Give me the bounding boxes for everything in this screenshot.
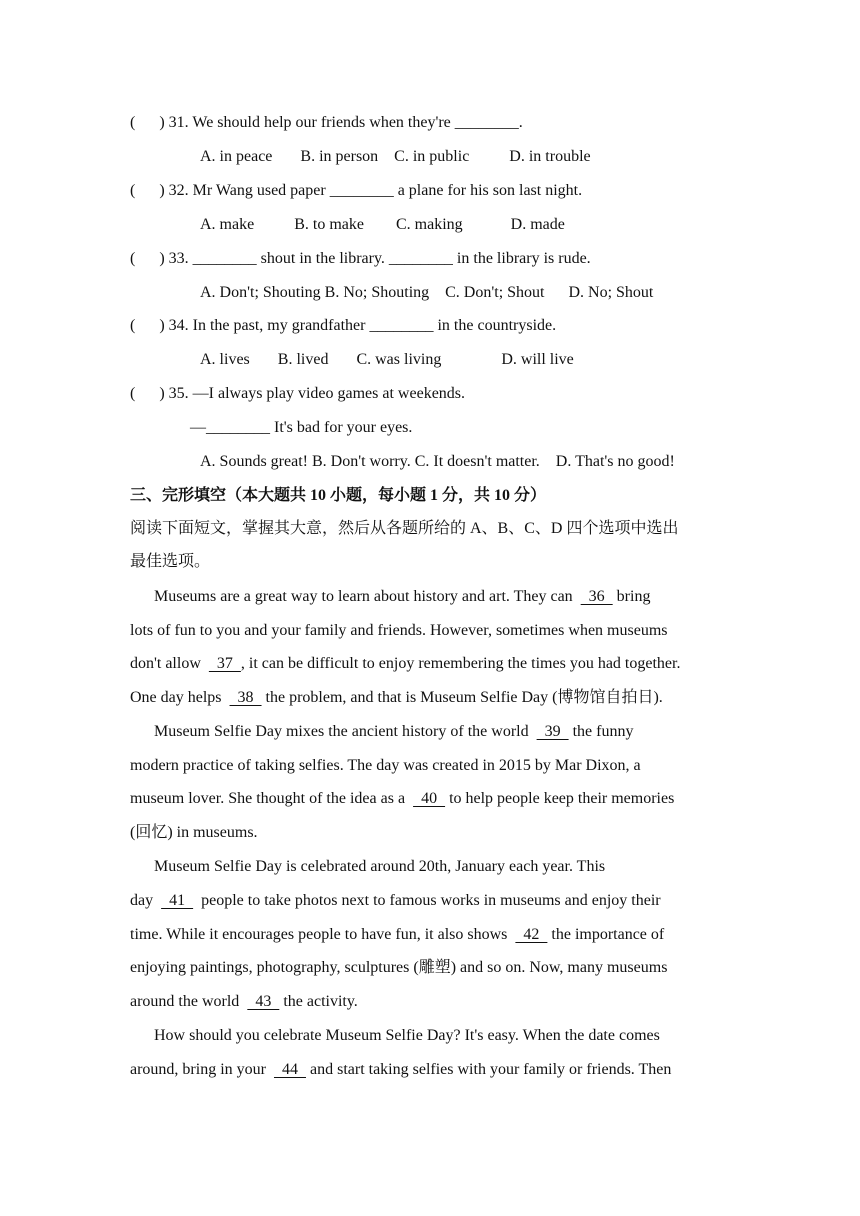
question-33-options: A. Don't; Shouting B. No; Shouting C. Don't; Shout D. No; Shout [200, 284, 654, 301]
passage-line: lots of fun to you and your family and friends. However, sometimes when museums [130, 622, 668, 639]
section-instruction: 阅读下面短文，掌握其大意，然后从各题所给的 A、B、C、D 四个选项中选出 [130, 520, 679, 537]
passage-line [130, 1060, 671, 1080]
blank-44: 44 [273, 1061, 306, 1078]
blank-43: 43 [247, 993, 280, 1010]
passage-line [130, 722, 633, 742]
blank-39: 39 [536, 723, 569, 740]
passage-text: One day helps [130, 689, 230, 706]
passage-line: How should you celebrate Museum Selfie Day? It's easy. When the date comes [130, 1027, 660, 1044]
passage-line: modern practice of taking selfies. The day was created in 2015 by Mar Dixon, a [130, 757, 641, 774]
passage-line: Museum Selfie Day is celebrated around 20th, January each year. This [130, 858, 606, 875]
passage-text: don't allow [130, 655, 209, 672]
blank-41: 41 [161, 892, 194, 909]
passage-line [130, 891, 661, 911]
blank-37: 37 [208, 655, 241, 672]
blank-42: 42 [515, 926, 548, 943]
passage-text: people to take photos next to famous works in museums and enjoy their [193, 892, 661, 909]
passage-text: time. While it encourages people to have fun, it also shows [130, 926, 516, 943]
question-31-options: A. in peace B. in person C. in public D. in trouble [200, 148, 591, 165]
passage-text: the funny [568, 723, 634, 740]
passage-text: to help people keep their memories [445, 790, 675, 807]
passage-line [130, 654, 680, 674]
passage-line: enjoying paintings, photography, sculptures (雕塑) and so on. Now, many museums [130, 959, 668, 976]
question-33-stem: ( ) 33. ________ shout in the library. ________ in the library is rude. [130, 250, 591, 267]
question-34-options: A. lives B. lived C. was living D. will live [200, 351, 574, 368]
passage-text: day [130, 892, 162, 909]
blank-38: 38 [229, 689, 262, 706]
question-35-options: A. Sounds great! B. Don't worry. C. It doesn't matter. D. That's no good! [200, 453, 675, 470]
blank-40: 40 [413, 790, 446, 807]
section-instruction-continued: 最佳选项。 [130, 553, 211, 570]
blank-36: 36 [580, 588, 613, 605]
passage-text: Museums are a great way to learn about history and art. They can [130, 588, 581, 605]
passage-text: the importance of [547, 926, 665, 943]
passage-text: the problem, and that is Museum Selfie Day (博物馆自拍日). [261, 689, 663, 706]
passage-text: museum lover. She thought of the idea as a [130, 790, 414, 807]
passage-text: bring [612, 588, 651, 605]
passage-text: , it can be difficult to enjoy remembering the times you had together. [240, 655, 681, 672]
passage-text: around the world [130, 993, 248, 1010]
passage-text: around, bring in your [130, 1061, 274, 1078]
passage-line [130, 992, 358, 1012]
question-34-stem: ( ) 34. In the past, my grandfather ________ in the countryside. [130, 317, 557, 334]
passage-text: the activity. [279, 993, 358, 1010]
passage-line [130, 925, 664, 945]
section-heading: 三、完形填空（本大题共 10 小题，每小题 1 分，共 10 分） [130, 487, 547, 504]
passage-line [130, 789, 674, 809]
question-35-stem: ( ) 35. —I always play video games at weekends. [130, 385, 466, 402]
question-35-reply: —________ It's bad for your eyes. [190, 419, 413, 436]
question-32-stem: ( ) 32. Mr Wang used paper ________ a plane for his son last night. [130, 182, 583, 199]
passage-line: (回忆) in museums. [130, 824, 258, 841]
passage-line [130, 688, 663, 708]
passage-line [130, 587, 650, 607]
passage-text: and start taking selfies with your family or friends. Then [305, 1061, 672, 1078]
question-32-options: A. make B. to make C. making D. made [200, 216, 565, 233]
passage-text: Museum Selfie Day mixes the ancient history of the world [130, 723, 537, 740]
question-31-stem: ( ) 31. We should help our friends when they're ________. [130, 114, 523, 131]
